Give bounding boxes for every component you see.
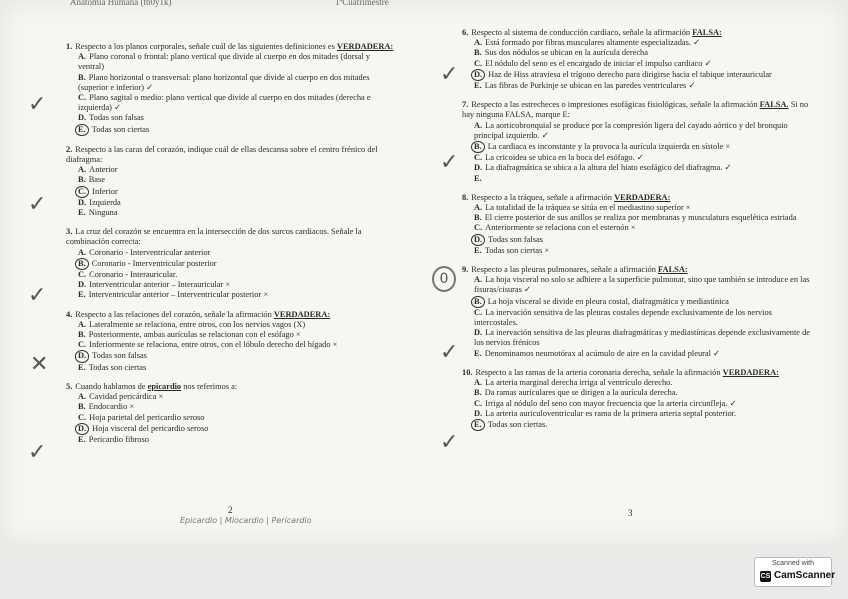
camscanner-badge xyxy=(754,557,836,587)
question-emphasis: epicardio xyxy=(147,381,182,391)
question-block xyxy=(66,42,396,136)
option-text: Denominamos neumotórax al acúmulo de aire en la cavidad pleural ✓ xyxy=(484,348,721,358)
option-letter-circled: B. xyxy=(75,258,89,270)
question-emphasis: FALSA: xyxy=(658,265,688,275)
answer-option xyxy=(462,419,814,431)
question-stem xyxy=(66,145,396,165)
answer-option xyxy=(462,388,814,398)
option-letter-circled: C. xyxy=(75,186,89,198)
circled-zero-icon: 0 xyxy=(432,266,456,292)
option-text: La cricoidea se ubica en la boca del esófago. ✓ xyxy=(485,153,644,163)
option-text: Interventricular anterior – Interauricular × xyxy=(89,280,231,290)
question-number: 7. xyxy=(462,100,469,110)
answer-option xyxy=(462,223,814,233)
option-letter-circled: E. xyxy=(75,124,89,136)
answer-option xyxy=(66,248,396,258)
option-letter: B. xyxy=(78,402,86,412)
camscanner-logo-icon: CS xyxy=(760,573,771,580)
option-letter: A. xyxy=(78,392,87,402)
option-letter: E. xyxy=(78,362,86,372)
answer-option xyxy=(66,93,396,113)
option-text: Coronario - Interauricular. xyxy=(89,270,178,280)
option-letter: E. xyxy=(474,348,482,358)
option-text: Hoja visceral del pericardio seroso xyxy=(92,423,209,433)
question-number: 9. xyxy=(462,265,469,275)
left-question-column xyxy=(66,42,396,454)
option-letter: D. xyxy=(474,163,483,173)
answer-option xyxy=(66,330,396,340)
question-block xyxy=(462,193,814,256)
option-letter: B. xyxy=(474,48,482,58)
option-text: Todas son ciertas xyxy=(91,124,150,134)
option-text: Haz de Hiss atraviesa el trígono derecho para dirigirse hacia el tabique interauricular xyxy=(488,69,772,79)
question-emphasis: VERDADERA: xyxy=(614,192,671,202)
check-mark-icon: ✓ xyxy=(28,283,47,308)
question-number: 2. xyxy=(66,144,73,154)
question-block xyxy=(462,100,814,184)
option-text: Está formado por fibras musculares altamente especializadas. ✓ xyxy=(485,38,701,48)
answer-option xyxy=(66,258,396,270)
option-text: La arteria auriculoventricular es rama de la primera arteria septal posterior. xyxy=(485,408,737,418)
option-letter-circled: D. xyxy=(75,423,89,435)
option-letter: C. xyxy=(474,153,483,163)
question-number: 5. xyxy=(66,381,73,391)
question-text-cont: nos referimos a: xyxy=(183,381,238,391)
question-emphasis: VERDADERA: xyxy=(722,367,779,377)
option-text: Todas son falsas xyxy=(488,234,543,244)
answer-option xyxy=(66,124,396,136)
question-block xyxy=(66,145,396,218)
question-number: 8. xyxy=(462,192,469,202)
handwritten-note: Epicardio | Miocardio | Pericardio xyxy=(180,516,312,525)
question-stem xyxy=(66,310,396,320)
question-text: Respecto a los planos corporales, señale cuál de las siguientes definiciones es xyxy=(75,42,335,51)
check-mark-icon: ✓ xyxy=(440,430,459,455)
question-number: 10. xyxy=(462,367,473,377)
answer-option xyxy=(66,350,396,362)
question-text: Respecto a la tráquea, señale a afirmación xyxy=(471,192,612,202)
option-text: Pericardio fibroso xyxy=(88,434,149,444)
option-text: La hoja visceral se divide en pleura costal, diafragmática y mediastínica xyxy=(487,296,729,306)
question-number: 3. xyxy=(66,227,73,237)
answer-option xyxy=(462,399,814,409)
option-text: La aorticobronquial se produce por la compresión ligera del cayado aórtico y del bronquio principal izquierdo. ✓ xyxy=(474,120,788,140)
question-block xyxy=(462,265,814,359)
answer-option xyxy=(462,349,814,359)
header-right: 1ºCuatrimestre xyxy=(335,0,389,7)
option-text: La cardiaca es inconstante y la provoca la aurícula izquierda en sístole × xyxy=(487,142,731,152)
option-text: Sus dos nódulos se ubican en la aurícula derecha xyxy=(484,48,648,58)
option-letter: A. xyxy=(474,120,483,130)
question-block xyxy=(66,227,396,300)
question-stem xyxy=(462,193,814,203)
answer-option xyxy=(66,280,396,290)
question-block xyxy=(66,382,396,445)
option-text: La arteria marginal derecha irriga al ventrículo derecho. xyxy=(485,378,673,388)
check-mark-icon: ✓ xyxy=(440,150,459,175)
question-text: Respecto a las estrecheces o impresiones esofágicas fisiológicas, señale la afirmación xyxy=(471,100,758,110)
option-letter-circled: B. xyxy=(471,141,485,153)
option-letter: A. xyxy=(474,378,483,388)
answer-option xyxy=(462,163,814,173)
question-stem xyxy=(462,265,814,275)
option-letter: D. xyxy=(474,328,483,338)
answer-option xyxy=(462,378,814,388)
question-number: 6. xyxy=(462,28,469,37)
option-letter-circled: D. xyxy=(471,69,485,81)
option-text: La inervación sensitiva de las pleuras costales depende exclusivamente de los nervios intercostales. xyxy=(474,307,772,328)
option-text: Todas son falsas xyxy=(89,113,144,123)
option-letter: A. xyxy=(78,52,87,62)
option-text: Interventricular anterior – Interventricular posterior × xyxy=(88,290,269,300)
answer-option xyxy=(462,81,814,91)
option-text: Posteriormente, ambas aurículas se relacionan con el esófago × xyxy=(88,330,301,340)
question-stem xyxy=(66,227,396,247)
option-text: Las fibras de Purkinje se ubican en las paredes ventriculares ✓ xyxy=(484,81,696,91)
option-text: Todas son ciertas × xyxy=(484,245,550,255)
question-text: Respecto a las caras del corazón, indique cuál de ellas descansa sobre el centro frénico del diafragma: xyxy=(66,144,378,165)
page-number-right: 3 xyxy=(628,508,633,518)
option-letter: C. xyxy=(78,340,87,350)
option-letter: A. xyxy=(474,38,483,48)
answer-option xyxy=(462,246,814,256)
option-text: Anteriormente se relaciona con el esternón × xyxy=(485,223,636,233)
answer-option xyxy=(66,198,396,208)
answer-option xyxy=(66,186,396,198)
option-text: Izquierda xyxy=(89,197,121,207)
answer-option xyxy=(66,392,396,402)
answer-option xyxy=(66,435,396,445)
page-number-left: 2 xyxy=(228,505,233,515)
option-letter: E. xyxy=(78,290,86,300)
question-block xyxy=(462,28,814,91)
question-text-cont: Si no hay ninguna FALSA, marque E: xyxy=(462,100,809,120)
option-letter: C. xyxy=(474,398,483,408)
option-text: Coronario - Interventricular anterior xyxy=(89,247,211,257)
option-text: Base xyxy=(88,175,105,185)
option-text: La diafragmática se ubica a la altura del hiato esofágico del diafragma. ✓ xyxy=(485,163,732,173)
answer-option xyxy=(462,234,814,246)
option-letter: D. xyxy=(78,113,87,123)
answer-option xyxy=(462,203,814,213)
option-text: La inervación sensitiva de las pleuras diafragmáticas y mediastínicas depende exclusivamente de los nervios frénicos xyxy=(474,328,811,348)
option-text: Plano coronal o frontal: plano vertical que divide al cuerpo en dos mitades (dorsal y ventral) xyxy=(78,52,371,72)
answer-option xyxy=(462,121,814,141)
option-letter: A. xyxy=(78,247,87,257)
answer-option xyxy=(462,141,814,153)
answer-option xyxy=(66,270,396,280)
question-text: Respecto al sistema de conducción cardiaco, señale la afirmación xyxy=(471,28,691,37)
question-emphasis: VERDADERA: xyxy=(273,309,331,319)
answer-option xyxy=(66,73,396,93)
answer-option xyxy=(66,165,396,175)
option-letter-circled: D. xyxy=(471,234,485,246)
option-letter: E. xyxy=(78,208,86,218)
option-letter: C. xyxy=(474,307,483,317)
option-text: Ninguna xyxy=(88,208,118,218)
check-mark-icon: ✓ xyxy=(28,192,47,217)
option-text: Inferiormente se relaciona, entre otros, con el lóbulo derecho del hígado × xyxy=(89,340,338,350)
option-text: Irriga al nódulo del seno con mayor frecuencia que la arteria circunfleja. ✓ xyxy=(485,398,737,408)
question-text: Respecto a las ramas de la arteria coronaria derecha, señale la afirmación xyxy=(475,367,721,377)
option-letter: A. xyxy=(474,275,483,285)
answer-option xyxy=(462,174,814,184)
answer-option xyxy=(462,213,814,223)
option-text: Cavidad pericárdica × xyxy=(89,392,164,402)
option-text: Hoja parietal del pericardio seroso xyxy=(89,412,205,422)
question-number: 1. xyxy=(66,42,73,51)
check-mark-icon: ✓ xyxy=(28,92,47,117)
question-stem xyxy=(462,100,814,120)
option-letter: E. xyxy=(78,434,86,444)
option-letter: D. xyxy=(78,280,87,290)
answer-option xyxy=(66,208,396,218)
option-letter: D. xyxy=(78,197,87,207)
question-stem xyxy=(66,42,396,52)
option-letter: A. xyxy=(78,165,87,175)
option-text: Endocardio × xyxy=(88,402,135,412)
option-letter: C. xyxy=(78,412,87,422)
answer-option xyxy=(462,275,814,295)
option-text: Coronario - Interventricular posterior xyxy=(91,258,217,268)
header-left: Anatomía Humana (tb0y1k) xyxy=(70,0,172,7)
option-text: El nódulo del seno es el encargado de iniciar el impulso cardiaco ✓ xyxy=(485,58,712,68)
scanner-line1: Scanned with xyxy=(771,560,815,567)
option-letter: E. xyxy=(474,245,482,255)
option-text: Plano horizontal o transversal: plano horizontal que divide al cuerpo en dos mitades (superior e inferior) ✓ xyxy=(78,72,370,92)
option-text: Lateralmente se relaciona, entre otros, con los nervios vagos (X) xyxy=(89,319,306,329)
option-letter: A. xyxy=(78,319,87,329)
option-letter-circled: D. xyxy=(75,350,89,362)
option-text: Todas son ciertas. xyxy=(487,419,548,429)
answer-option xyxy=(462,308,814,328)
option-letter: E. xyxy=(474,81,482,91)
answer-option xyxy=(462,59,814,69)
question-block xyxy=(66,310,396,373)
option-letter: B. xyxy=(78,72,86,82)
option-letter: B. xyxy=(78,175,86,185)
option-letter: B. xyxy=(78,330,86,340)
answer-option xyxy=(66,320,396,330)
answer-option xyxy=(66,290,396,300)
option-letter-circled: B. xyxy=(471,296,485,308)
question-block xyxy=(462,368,814,431)
right-question-column xyxy=(462,28,814,440)
question-text: Respecto a las relaciones del corazón, señale la afirmación xyxy=(75,309,272,319)
question-stem xyxy=(462,368,814,378)
option-letter-circled: E. xyxy=(471,419,485,431)
cross-mark-icon: ✕ xyxy=(30,352,49,377)
option-letter: B. xyxy=(474,388,482,398)
option-letter: A. xyxy=(474,203,483,213)
question-text: Respecto a las pleuras pulmonares, señale a afirmación xyxy=(471,265,656,275)
option-letter: C. xyxy=(78,93,87,103)
answer-option xyxy=(462,48,814,58)
option-text: Da ramas auriculares que se dirigen a la aurícula derecha. xyxy=(484,388,678,398)
answer-option xyxy=(462,69,814,81)
answer-option xyxy=(66,52,396,72)
question-emphasis: VERDADERA: xyxy=(336,42,394,51)
question-stem xyxy=(462,28,814,38)
option-letter: C. xyxy=(474,58,483,68)
option-text: Plano sagital o medio: plano vertical que divide al cuerpo en dos mitades (derecha e izquierda) ✓ xyxy=(78,93,371,113)
option-text: Anterior xyxy=(89,165,118,175)
answer-option xyxy=(462,328,814,348)
option-letter: D. xyxy=(474,408,483,418)
option-text: Inferior xyxy=(92,186,118,196)
option-letter: C. xyxy=(78,270,87,280)
question-emphasis: FALSA: xyxy=(692,28,722,37)
scanner-line2: CamScanner xyxy=(774,570,836,581)
option-letter: B. xyxy=(474,213,482,223)
option-text: El cierre posterior de sus anillos se realiza por membranas y musculatura esquelética estriada xyxy=(484,213,797,223)
check-mark-icon: ✓ xyxy=(28,440,47,465)
answer-option xyxy=(462,409,814,419)
option-text: La totalidad de la tráquea se sitúa en el mediastino superior × xyxy=(485,203,691,213)
question-number: 4. xyxy=(66,309,73,319)
answer-option xyxy=(66,340,396,350)
option-letter: E. xyxy=(474,173,482,183)
answer-option xyxy=(66,175,396,185)
option-text: Todas son falsas xyxy=(92,351,147,361)
check-mark-icon: ✓ xyxy=(440,340,459,365)
answer-option xyxy=(462,38,814,48)
answer-option xyxy=(66,363,396,373)
question-emphasis: FALSA. xyxy=(759,100,789,110)
answer-option xyxy=(462,296,814,308)
option-text: La hoja visceral no solo se adhiere a la superficie pulmonar, sino que también se introduce en las fisuras/cisuras ✓ xyxy=(474,275,810,295)
answer-option xyxy=(66,113,396,123)
option-text: Todas son ciertas xyxy=(88,362,147,372)
question-text: Cuando hablamos de xyxy=(75,381,146,391)
answer-option xyxy=(66,413,396,423)
question-stem xyxy=(66,382,396,392)
option-letter: C. xyxy=(474,223,483,233)
check-mark-icon: ✓ xyxy=(440,62,459,87)
question-text: La cruz del corazón se encuentra en la intersección de dos surcos cardiacos. Señale la combinación correcta: xyxy=(66,227,362,247)
answer-option xyxy=(462,153,814,163)
answer-option xyxy=(66,402,396,412)
answer-option xyxy=(66,423,396,435)
